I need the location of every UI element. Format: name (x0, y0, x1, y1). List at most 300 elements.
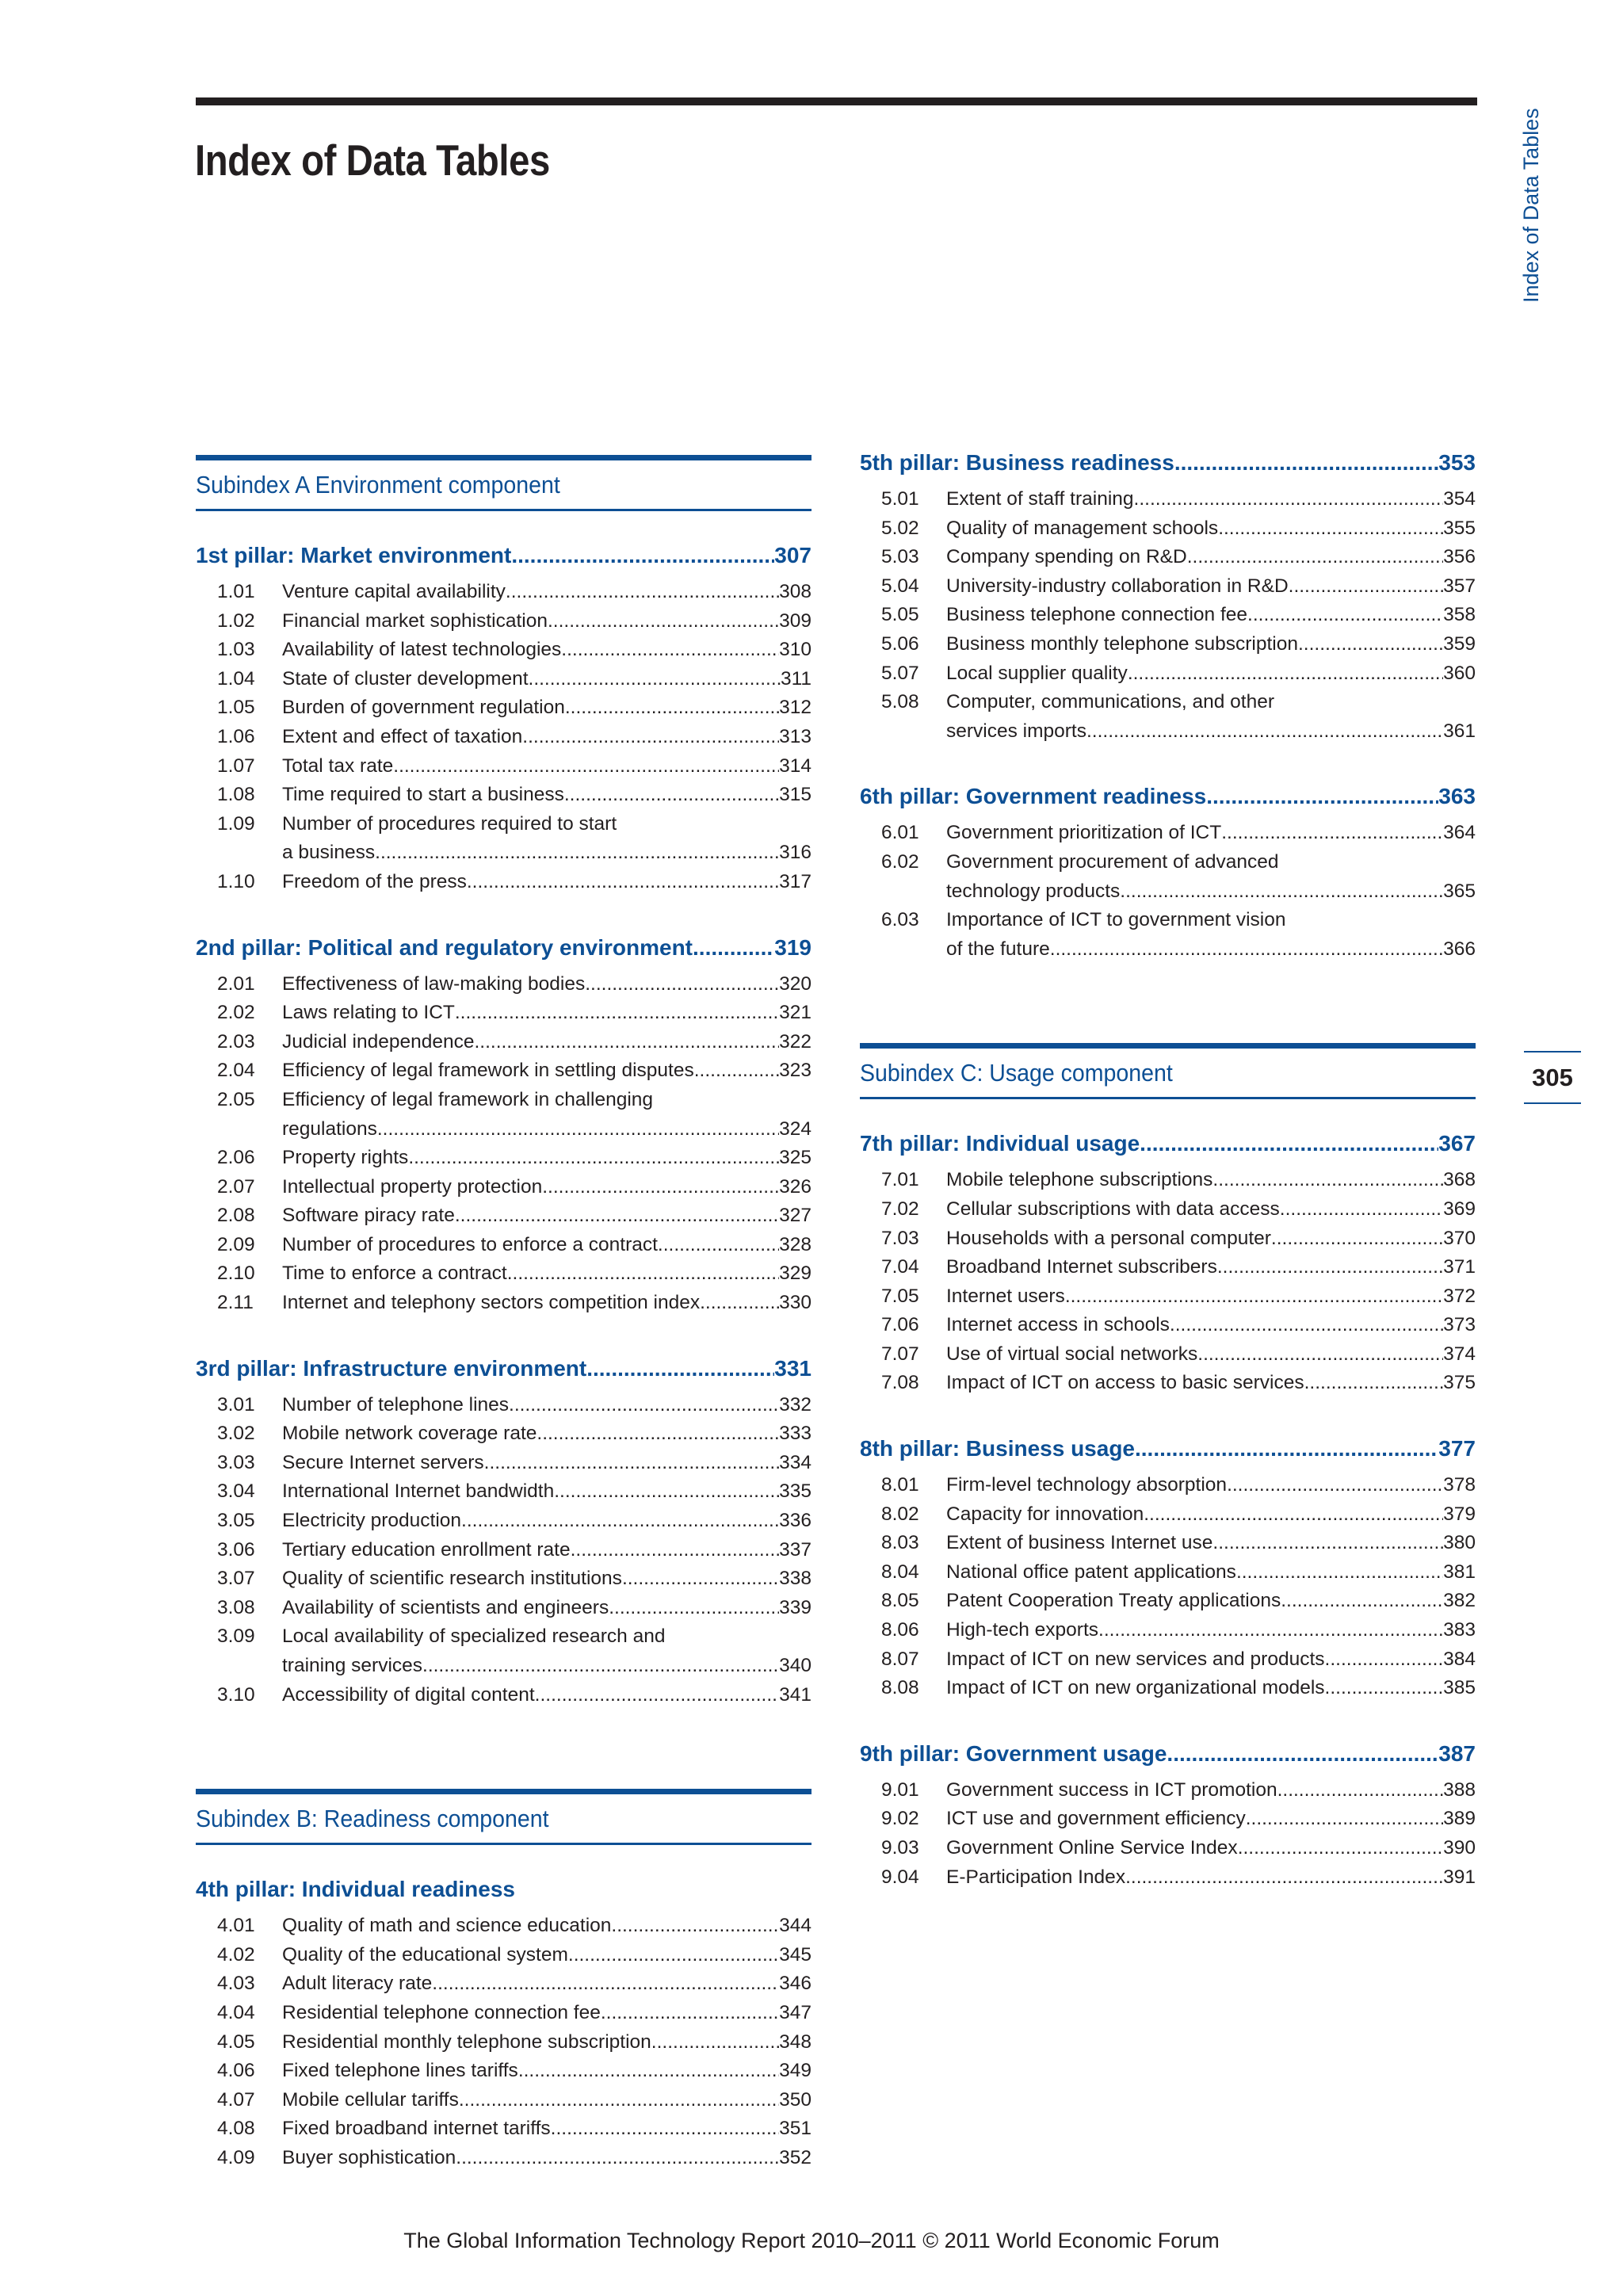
entry-title: Local supplier quality (946, 662, 1128, 684)
entry-number: 7.08 (881, 1372, 919, 1394)
index-entry (860, 688, 1476, 746)
index-entry (196, 1477, 812, 1507)
entry-line (282, 1449, 812, 1478)
entry-line (282, 781, 812, 810)
entry-line (946, 1587, 1476, 1616)
leader-dots (561, 636, 779, 665)
entry-body (282, 781, 812, 810)
index-entry (196, 607, 812, 636)
side-tab-label: Index of Data Tables (1519, 108, 1543, 303)
entry-number: 2.02 (217, 1002, 255, 1024)
entry-line (282, 2057, 812, 2086)
index-entry (860, 1282, 1476, 1312)
leader-dots (548, 607, 779, 636)
entry-title: Number of telephone lines (282, 1393, 510, 1415)
index-entry (860, 543, 1476, 572)
entry-line (946, 1311, 1476, 1340)
leader-dots (1304, 1369, 1443, 1398)
entry-title: Availability of latest technologies (282, 639, 562, 661)
entry-title: Adult literacy rate (282, 1973, 433, 1995)
entry-body (282, 1941, 812, 1970)
leader-dots (461, 1507, 779, 1536)
entry-number: 8.05 (881, 1590, 919, 1612)
entry-number: 4.02 (217, 1943, 255, 1966)
footer-copyright: The Global Information Technology Report 2010–2011 © 2011 World Economic Forum (403, 2229, 1220, 2252)
entry-number: 4.04 (217, 2001, 255, 2023)
entry-title: Internet and telephony sectors competition index (282, 1292, 701, 1314)
entry-body (946, 1558, 1476, 1587)
entry-number: 2.09 (217, 1233, 255, 1255)
entry-page: 385 (1443, 1677, 1476, 1699)
entry-title: Mobile cellular tariffs (282, 2088, 459, 2111)
leader-dots (522, 723, 779, 752)
index-entry (196, 1564, 812, 1594)
entry-title: Fixed broadband internet tariffs (282, 2118, 551, 2140)
entry-page: 326 (779, 1175, 812, 1198)
entry-title: Financial market sophistication (282, 609, 548, 632)
entry-number: 3.10 (217, 1683, 255, 1706)
leader-dots (1197, 1340, 1443, 1370)
entry-line (282, 2086, 812, 2115)
entry-body (946, 688, 1476, 746)
entry-body (282, 752, 812, 781)
entry-line (282, 1086, 812, 1115)
pillar-page: 331 (774, 1355, 812, 1381)
entry-line (282, 2115, 812, 2144)
entry-number: 4.05 (217, 2030, 255, 2053)
entry-body (946, 572, 1476, 602)
entry-body (282, 1507, 812, 1536)
index-entry (196, 1681, 812, 1710)
entry-line (282, 1056, 812, 1086)
index-entry (196, 1419, 812, 1449)
entry-page: 324 (779, 1117, 812, 1140)
index-entry (860, 572, 1476, 602)
entry-number: 6.03 (881, 909, 919, 931)
entry-page: 330 (779, 1292, 812, 1314)
index-entry (860, 1558, 1476, 1587)
pillar-label: 1st pillar: Market environment (196, 543, 512, 567)
entry-body (282, 2086, 812, 2115)
entry-body (946, 1311, 1476, 1340)
entry-number: 4.07 (217, 2088, 255, 2111)
entry-body (282, 1622, 812, 1680)
entry-number: 1.09 (217, 812, 255, 835)
leader-dots (1098, 1616, 1443, 1645)
entry-body (946, 1529, 1476, 1558)
entry-body (282, 693, 812, 723)
leader-dots (456, 2144, 779, 2173)
pillar-heading (196, 1356, 812, 1391)
entry-number: 2.08 (217, 1205, 255, 1227)
pillar-label: 9th pillar: Government usage (860, 1740, 1167, 1766)
entry-body (282, 1912, 812, 1941)
entry-page: 337 (779, 1538, 812, 1561)
entry-page: 351 (779, 2118, 812, 2140)
entry-line (946, 1616, 1476, 1645)
entry-title: Government success in ICT promotion (946, 1778, 1277, 1801)
pillar-label: 8th pillar: Business usage (860, 1436, 1135, 1461)
entry-body (282, 868, 812, 897)
entry-body (282, 2057, 812, 2086)
entry-title: Impact of ICT on new organizational models (946, 1677, 1325, 1699)
entry-title: Company spending on R&D (946, 546, 1187, 568)
entry-number: 8.01 (881, 1474, 919, 1496)
entry-line (282, 2028, 812, 2057)
leader-dots (507, 1259, 779, 1289)
entry-body (946, 1369, 1476, 1398)
entry-number: 4.08 (217, 2118, 255, 2140)
leader-dots (554, 1477, 779, 1507)
entry-body (282, 1564, 812, 1594)
entry-title: Impact of ICT on new services and products (946, 1648, 1325, 1670)
entry-body (282, 1536, 812, 1565)
entry-number: 5.03 (881, 546, 919, 568)
pillar-page: 307 (774, 543, 812, 567)
index-entry (196, 723, 812, 752)
entry-body (282, 665, 812, 694)
entry-title: Residential monthly telephone subscription (282, 2030, 651, 2053)
leader-dots (551, 2115, 779, 2144)
leader-dots (455, 1201, 779, 1231)
index-entry (196, 970, 812, 999)
entry-page: 329 (779, 1263, 812, 1285)
index-entry (196, 1622, 812, 1680)
pillar-page: 353 (1438, 450, 1476, 475)
page-number-box (1524, 1051, 1581, 1104)
index-entry (196, 810, 812, 868)
entry-line (946, 485, 1476, 514)
entry-title: Internet access in schools (946, 1314, 1170, 1336)
entry-number: 5.02 (881, 517, 919, 539)
pillar-label: 5th pillar: Business readiness (860, 450, 1174, 475)
entry-line (946, 819, 1476, 848)
entry-body (946, 1224, 1476, 1254)
subindex-c-heading: Subindex C: Usage component (860, 1043, 1476, 1099)
entry-title: Quality of management schools (946, 517, 1219, 539)
entry-title: Business monthly telephone subscription (946, 632, 1298, 655)
index-entry (860, 1224, 1476, 1254)
index-entry (196, 1086, 812, 1144)
entry-number: 1.03 (217, 639, 255, 661)
entry-title-line1: Number of procedures required to start (282, 812, 617, 835)
entry-number: 5.07 (881, 662, 919, 684)
entry-page: 380 (1443, 1532, 1476, 1554)
pillar-group (196, 1877, 812, 2172)
leader-dots (474, 1028, 779, 1057)
entry-number: 6.02 (881, 850, 919, 873)
entry-line (282, 723, 812, 752)
entry-number: 6.01 (881, 822, 919, 844)
entry-body (282, 636, 812, 665)
entry-body (946, 906, 1476, 964)
entry-body (946, 1645, 1476, 1675)
entry-title: High-tech exports (946, 1619, 1099, 1641)
entry-line (946, 1558, 1476, 1587)
pillar-heading (860, 1741, 1476, 1776)
index-entry (196, 1536, 812, 1565)
entry-body (282, 2028, 812, 2057)
leader-dots (1086, 717, 1443, 747)
entry-number: 4.01 (217, 1915, 255, 1937)
entry-body (946, 1863, 1476, 1893)
pillar-label: 3rd pillar: Infrastructure environment (196, 1355, 587, 1381)
entry-body (946, 1253, 1476, 1282)
entry-body (946, 1282, 1476, 1312)
entry-title: Government Online Service Index (946, 1837, 1238, 1859)
entry-title: Accessibility of digital content (282, 1683, 535, 1706)
entry-line (282, 1391, 812, 1420)
entry-body (946, 601, 1476, 630)
leader-dots (1065, 1282, 1443, 1312)
entry-line (282, 1289, 812, 1318)
entry-line (946, 717, 1476, 747)
entry-line (946, 848, 1476, 877)
index-entry (196, 2086, 812, 2115)
entry-body (282, 1289, 812, 1318)
entry-page: 310 (779, 639, 812, 661)
index-entry (860, 1674, 1476, 1703)
entry-number: 1.02 (217, 609, 255, 632)
index-entry (196, 1028, 812, 1057)
index-entry (196, 868, 812, 897)
entry-title: a business (282, 842, 376, 864)
entry-page: 375 (1443, 1372, 1476, 1394)
entry-number: 1.05 (217, 697, 255, 719)
entry-title: Broadband Internet subscribers (946, 1256, 1217, 1278)
entry-page: 312 (779, 697, 812, 719)
entry-body (282, 2144, 812, 2173)
entry-line (946, 1369, 1476, 1398)
pillar-page: 363 (1438, 784, 1476, 809)
entry-page: 316 (779, 842, 812, 864)
pillar-group (196, 935, 812, 1318)
entry-body (282, 970, 812, 999)
entry-body (282, 1449, 812, 1478)
entry-line (282, 1115, 812, 1144)
index-entry (860, 1253, 1476, 1282)
entry-page: 335 (779, 1480, 812, 1503)
entry-body (282, 578, 812, 607)
index-entry (860, 485, 1476, 514)
entry-number: 8.08 (881, 1677, 919, 1699)
entry-number: 1.06 (217, 725, 255, 747)
leader-dots (700, 1289, 779, 1318)
entry-number: 2.11 (217, 1292, 254, 1314)
entry-number: 8.03 (881, 1532, 919, 1554)
entry-title: Fixed telephone lines tariffs (282, 2060, 518, 2082)
leader-dots (1128, 659, 1443, 689)
entry-page: 333 (779, 1423, 812, 1445)
leader-dots (1221, 819, 1443, 848)
leader-dots (1246, 1805, 1443, 1834)
leader-dots (1217, 1253, 1443, 1282)
entry-page: 332 (779, 1393, 812, 1415)
leader-dots (1050, 935, 1443, 965)
entry-body (282, 1144, 812, 1173)
entry-title: Tertiary education enrollment rate (282, 1538, 571, 1561)
entry-line (282, 1564, 812, 1594)
pillar-label: 6th pillar: Government readiness (860, 784, 1207, 809)
entry-title: Impact of ICT on access to basic services (946, 1372, 1304, 1394)
entry-title-line1: Efficiency of legal framework in challenging (282, 1088, 654, 1110)
entry-line (946, 601, 1476, 630)
entry-body (282, 2115, 812, 2144)
entry-page: 328 (779, 1233, 812, 1255)
leader-dots (1134, 485, 1444, 514)
index-entry (196, 1173, 812, 1202)
index-entry (860, 1834, 1476, 1863)
entry-line (282, 1912, 812, 1941)
leader-dots (529, 665, 781, 694)
entry-page: 341 (779, 1683, 812, 1706)
entry-body (946, 1616, 1476, 1645)
leader-dots (518, 2057, 779, 2086)
index-entry (860, 1166, 1476, 1195)
entry-title: Extent and effect of taxation (282, 725, 523, 747)
entry-title: Effectiveness of law-making bodies (282, 972, 586, 995)
entry-number: 3.07 (217, 1568, 255, 1590)
index-entry (196, 578, 812, 607)
leader-dots (609, 1594, 779, 1623)
leader-dots (585, 970, 779, 999)
entry-line (282, 1419, 812, 1449)
entry-page: 388 (1443, 1778, 1476, 1801)
entry-page: 311 (780, 667, 812, 690)
entry-title: services imports (946, 720, 1086, 742)
entry-line (282, 636, 812, 665)
leader-dots (1140, 1131, 1438, 1156)
entry-page: 309 (779, 609, 812, 632)
index-entry (196, 1391, 812, 1420)
entry-title: Quality of scientific research institutions (282, 1568, 622, 1590)
entry-title: National office patent applications (946, 1561, 1236, 1583)
entry-title: Laws relating to ICT (282, 1002, 455, 1024)
entry-body (282, 723, 812, 752)
entry-page: 340 (779, 1655, 812, 1676)
entry-page: 361 (1443, 720, 1476, 742)
entry-line (946, 1529, 1476, 1558)
entry-title: ICT use and government efficiency (946, 1808, 1246, 1830)
left-column (196, 455, 812, 2211)
leader-dots (535, 1681, 779, 1710)
leader-dots (393, 752, 779, 781)
leader-dots (1144, 1500, 1443, 1530)
entry-number: 1.07 (217, 755, 255, 777)
leader-dots (1187, 543, 1443, 572)
leader-dots (693, 935, 774, 961)
pillar-heading (860, 450, 1476, 485)
pillar-group (196, 1356, 812, 1710)
leader-dots (1135, 1436, 1438, 1461)
entry-body (946, 1834, 1476, 1863)
entry-page: 372 (1443, 1285, 1476, 1307)
entry-page: 366 (1443, 938, 1476, 960)
pillar-group (860, 1436, 1476, 1703)
entry-line (282, 999, 812, 1028)
leader-dots (377, 1115, 779, 1144)
entry-number: 8.04 (881, 1561, 919, 1583)
entry-number: 1.01 (217, 581, 255, 602)
entry-title: Electricity production (282, 1510, 462, 1532)
entry-page: 314 (779, 755, 812, 777)
entry-number: 2.04 (217, 1060, 255, 1082)
entry-number: 2.10 (217, 1263, 255, 1285)
entry-title: Buyer sophistication (282, 2146, 456, 2168)
entry-number: 2.01 (217, 972, 255, 995)
entry-body (282, 1201, 812, 1231)
index-entry (860, 819, 1476, 848)
entry-page: 356 (1443, 546, 1476, 568)
leader-dots (1212, 1166, 1443, 1195)
entry-number: 3.04 (217, 1480, 255, 1503)
leader-dots (601, 1999, 779, 2028)
entry-title-line1: Local availability of specialized research and (282, 1626, 666, 1648)
index-entry (196, 1056, 812, 1086)
index-entry (860, 1195, 1476, 1224)
entry-page: 373 (1443, 1314, 1476, 1336)
entry-body (282, 810, 812, 868)
entry-line (282, 970, 812, 999)
index-entry (860, 1471, 1476, 1500)
entry-title: of the future (946, 938, 1050, 960)
entry-number: 3.09 (217, 1626, 255, 1648)
leader-dots (1120, 877, 1443, 907)
leader-dots (1227, 1471, 1443, 1500)
entry-title: Capacity for innovation (946, 1503, 1144, 1525)
entry-title: International Internet bandwidth (282, 1480, 555, 1503)
entry-page: 379 (1443, 1503, 1476, 1525)
pillar-group (860, 450, 1476, 746)
entry-line (282, 1173, 812, 1202)
entry-page: 360 (1443, 662, 1476, 684)
entry-page: 369 (1443, 1198, 1476, 1220)
leader-dots (1206, 784, 1438, 809)
entry-line (946, 659, 1476, 689)
index-entry (860, 1645, 1476, 1675)
leader-dots (1212, 1529, 1443, 1558)
entry-line (946, 1340, 1476, 1370)
entry-page: 315 (779, 784, 812, 806)
entry-line (946, 1253, 1476, 1282)
entry-number: 5.08 (881, 691, 919, 713)
entry-line (946, 935, 1476, 965)
entry-page: 338 (779, 1568, 812, 1590)
entry-page: 323 (779, 1060, 812, 1082)
index-entry (860, 1863, 1476, 1893)
pillar-page: 377 (1438, 1436, 1476, 1461)
entry-line (946, 1834, 1476, 1863)
entry-line (946, 906, 1476, 935)
leader-dots (1174, 450, 1438, 476)
entry-number: 5.06 (881, 632, 919, 655)
entry-title-line1: Computer, communications, and other (946, 691, 1274, 713)
pillar-heading (196, 935, 812, 970)
right-column (860, 450, 1476, 1930)
entry-line (282, 1594, 812, 1623)
entry-line (282, 1477, 812, 1507)
entry-line (946, 688, 1476, 717)
entry-number: 3.06 (217, 1538, 255, 1561)
entry-title: Time required to start a business (282, 784, 564, 806)
entry-title: Number of procedures to enforce a contract (282, 1233, 658, 1255)
entry-line (282, 1259, 812, 1289)
leader-dots (651, 2028, 779, 2057)
entry-body (946, 630, 1476, 659)
entry-line (282, 1941, 812, 1970)
index-entry (196, 1289, 812, 1318)
pillar-group (860, 1131, 1476, 1398)
